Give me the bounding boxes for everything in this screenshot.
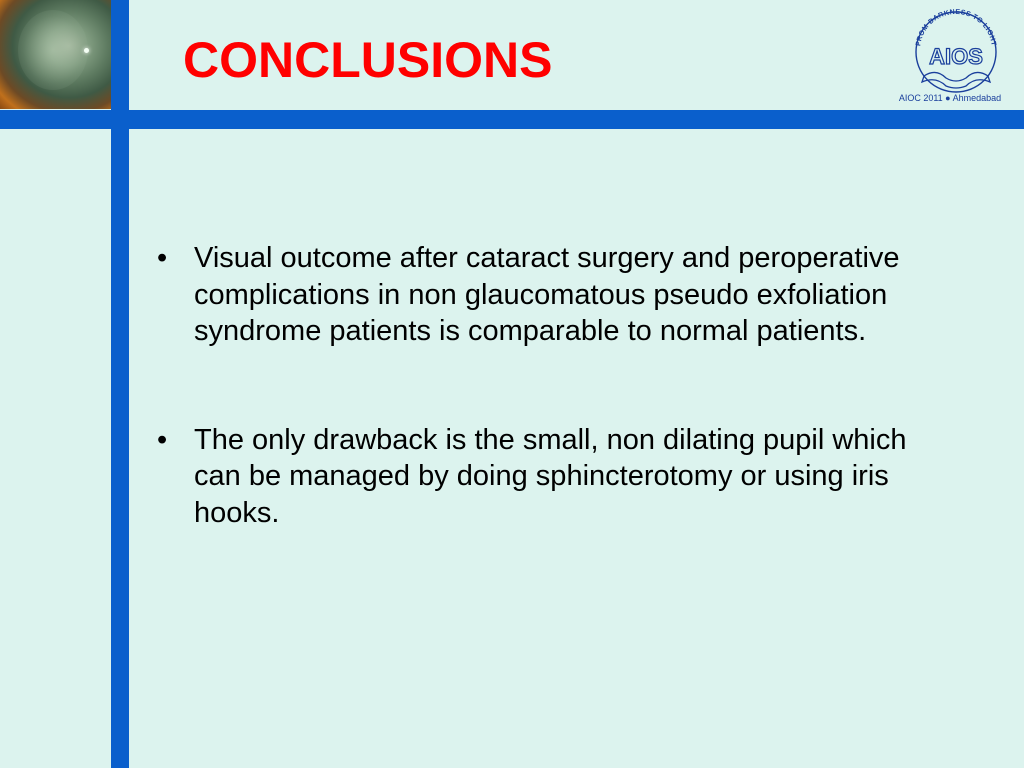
bullet-marker: • bbox=[157, 242, 168, 274]
aios-logo bbox=[906, 6, 1006, 94]
logo-scroll-banner bbox=[922, 72, 990, 88]
bullet-marker: • bbox=[157, 423, 168, 456]
logo-caption: AIOC 2011 ● Ahmedabad bbox=[898, 93, 1002, 103]
lens-haze bbox=[18, 10, 88, 90]
eye-photo bbox=[0, 0, 111, 109]
bullet-item bbox=[157, 240, 944, 350]
svg-text:FROM DARKNESS TO LIGHT bbox=[915, 9, 997, 47]
horizontal-accent-bar bbox=[0, 110, 1024, 129]
bullet-text: The only drawback is the small, non dilating pupil which can be managed by doing sphincterotomy or using iris hooks. bbox=[194, 423, 907, 529]
bullet-text: Visual outcome after cataract surgery and peroperative complications in non glaucomatous pseudo exfoliation syndrome patients is comparable to normal patients. bbox=[194, 242, 900, 347]
logo-ring-text: FROM DARKNESS TO LIGHT bbox=[915, 8, 997, 47]
bullet-item bbox=[157, 422, 944, 532]
logo-monogram: AIOS bbox=[929, 44, 983, 69]
light-reflex bbox=[84, 48, 89, 53]
bullet-list bbox=[157, 240, 957, 603]
slide-title: CONCLUSIONS bbox=[183, 32, 553, 88]
